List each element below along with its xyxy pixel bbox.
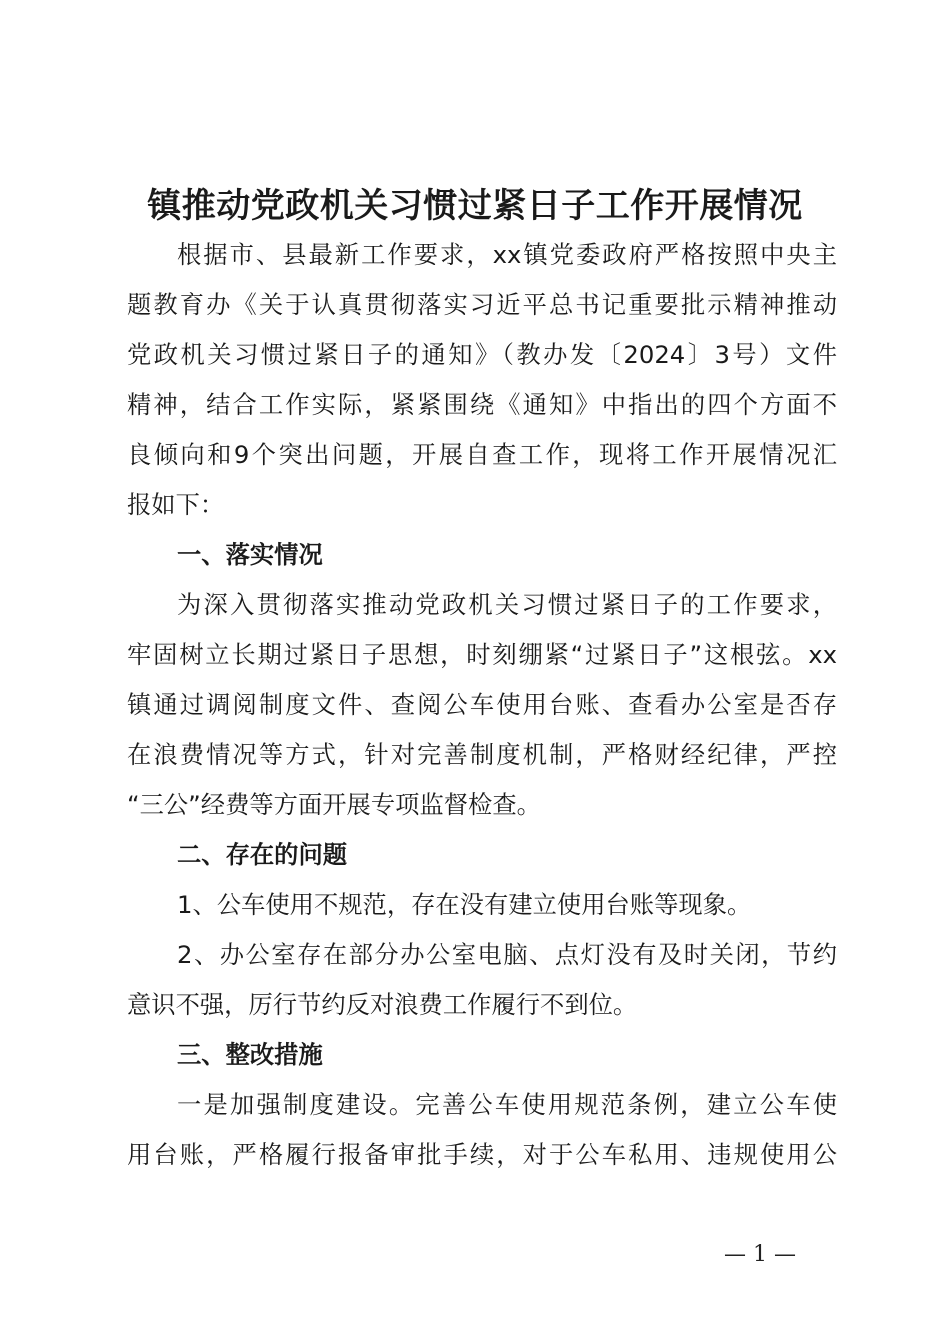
document-title: 镇推动党政机关习惯过紧日子工作开展情况	[147, 186, 803, 226]
paragraph-implementation-line: 在浪费情况等方式，针对完善制度机制，严格财经纪律，严控	[127, 740, 837, 769]
page-number: — 1 —	[724, 1242, 796, 1267]
paragraph-intro-line: 报如下：	[127, 490, 225, 519]
paragraph-intro-line: 题教育办《关于认真贯彻落实习近平总书记重要批示精神推动	[127, 290, 837, 319]
problem-item-2-line: 意识不强，厉行节约反对浪费工作履行不到位。	[127, 990, 638, 1019]
paragraph-implementation-line: 牢固树立长期过紧日子思想，时刻绷紧“过紧日子”这根弦。xx	[127, 640, 837, 669]
paragraph-implementation-line: 镇通过调阅制度文件、查阅公车使用台账、查看办公室是否存	[127, 690, 837, 719]
document-body	[127, 230, 837, 1180]
paragraph-intro-line: 精神，结合工作实际，紧紧围绕《通知》中指出的四个方面不	[127, 390, 837, 419]
paragraph-intro-line: 良倾向和9个突出问题，开展自查工作，现将工作开展情况汇	[127, 440, 837, 469]
problem-item-2-line: 2、办公室存在部分办公室电脑、点灯没有及时关闭，节约	[177, 940, 837, 969]
problem-item-1: 1、公车使用不规范，存在没有建立使用台账等现象。	[177, 890, 752, 919]
paragraph-intro-line: 党政机关习惯过紧日子的通知》（教办发〔2024〕3号）文件	[127, 340, 837, 369]
paragraph-implementation-line: 为深入贯彻落实推动党政机关习惯过紧日子的工作要求，	[177, 590, 837, 619]
section-heading-implementation: 一、落实情况	[177, 540, 323, 569]
paragraph-rectification-line: 一是加强制度建设。完善公车使用规范条例，建立公车使	[177, 1090, 837, 1119]
paragraph-implementation-line: “三公”经费等方面开展专项监督检查。	[127, 790, 541, 819]
section-heading-problems: 二、存在的问题	[177, 840, 348, 869]
section-heading-rectification: 三、整改措施	[177, 1040, 323, 1069]
paragraph-intro-line: 根据市、县最新工作要求，xx镇党委政府严格按照中央主	[177, 240, 837, 269]
paragraph-rectification-line: 用台账，严格履行报备审批手续，对于公车私用、违规使用公	[127, 1140, 837, 1169]
